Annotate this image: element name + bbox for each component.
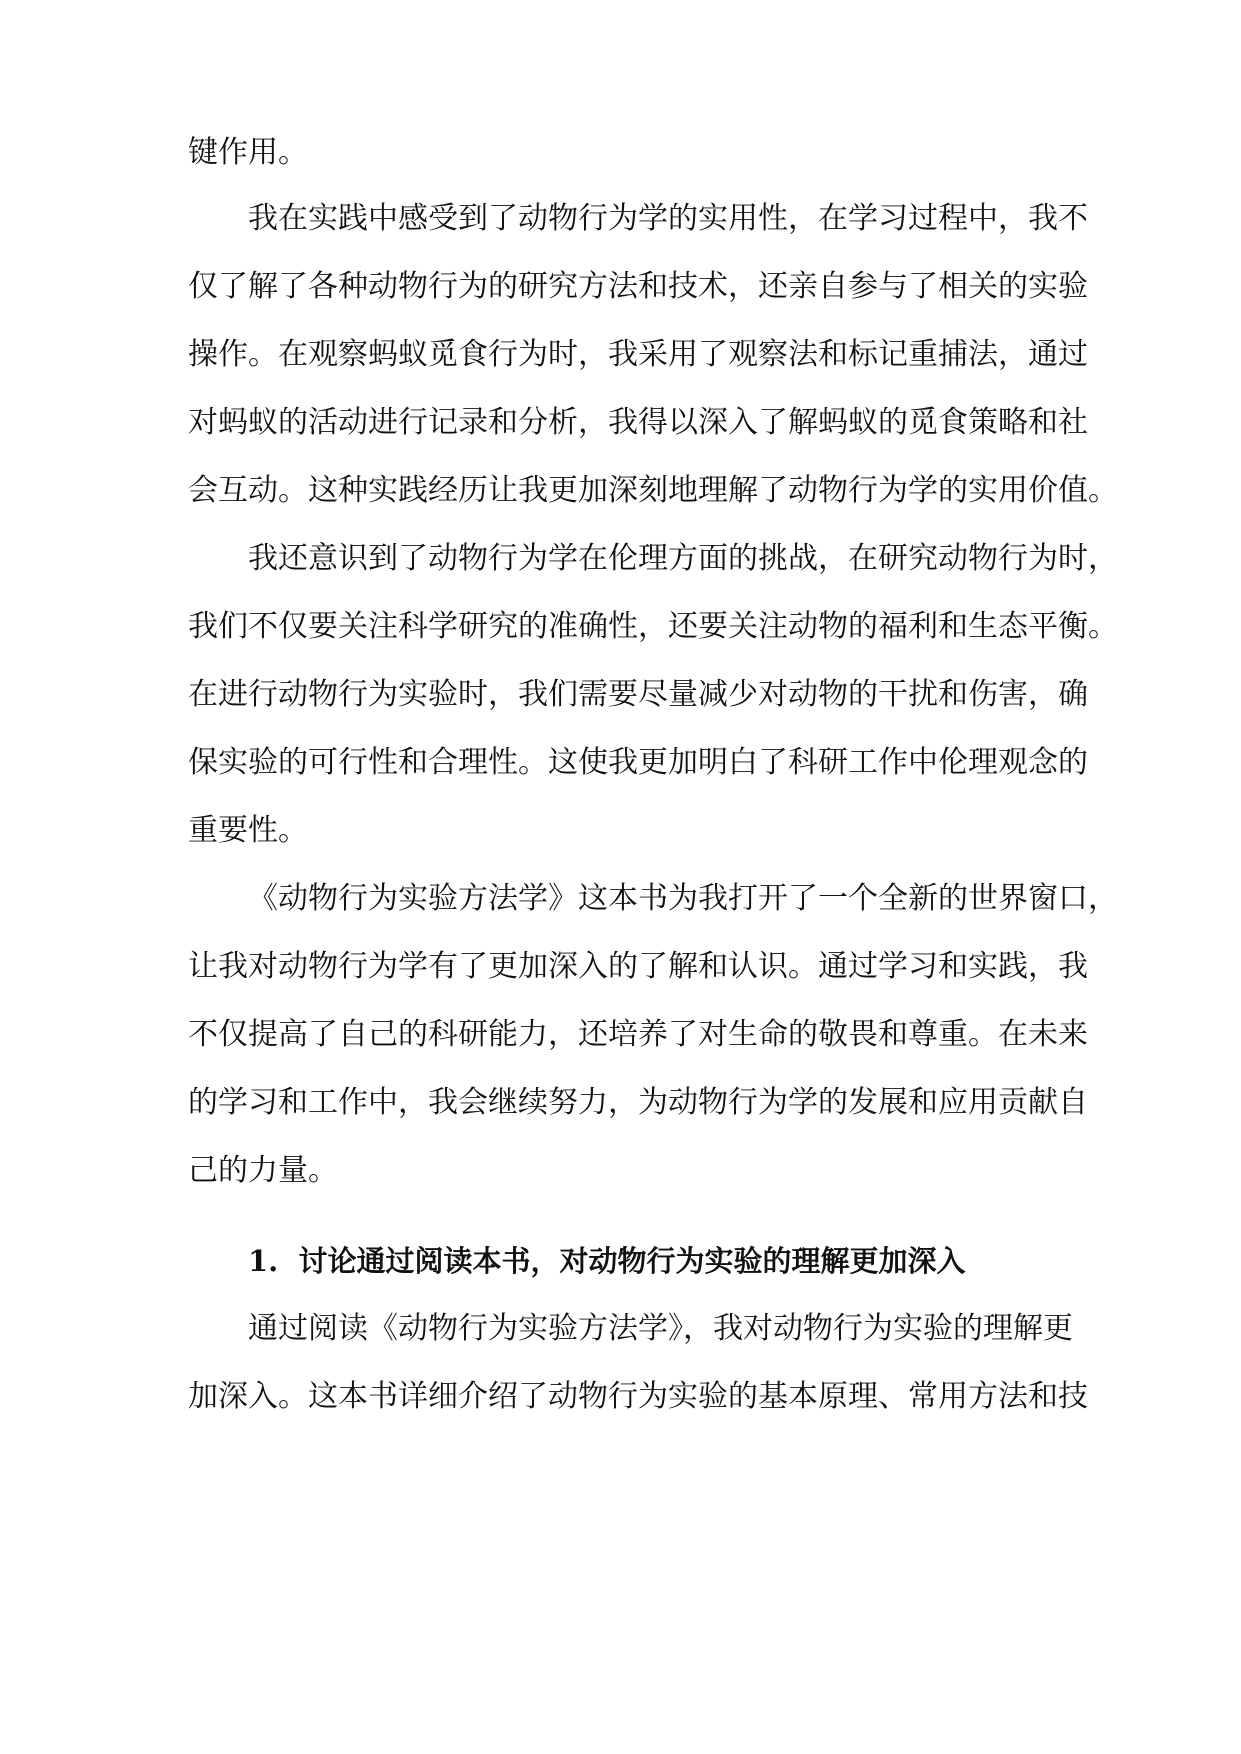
paragraph-line: 保实验的可行性和合理性。这使我更加明白了科研工作中伦理观念的 — [188, 745, 1088, 780]
paragraph-line: 的学习和工作中，我会继续努力，为动物行为学的发展和应用贡献自 — [188, 1085, 1088, 1120]
paragraph-line: 在进行动物行为实验时，我们需要尽量减少对动物的干扰和伤害，确 — [188, 677, 1088, 712]
section-heading-number: 1. — [248, 1244, 279, 1278]
paragraph-line: 仅了解了各种动物行为的研究方法和技术，还亲自参与了相关的实验 — [188, 269, 1088, 304]
paragraph-line: 加深入。这本书详细介绍了动物行为实验的基本原理、常用方法和技 — [188, 1379, 1088, 1414]
paragraph-line: 对蚂蚁的活动进行记录和分析，我得以深入了解蚂蚁的觅食策略和社 — [188, 405, 1088, 440]
paragraph-line: 不仅提高了自己的科研能力，还培养了对生命的敬畏和尊重。在未来 — [188, 1017, 1088, 1052]
paragraph-line: 重要性。 — [188, 813, 308, 848]
section-heading-text: 讨论通过阅读本书，对动物行为实验的理解更加深入 — [298, 1244, 966, 1278]
paragraph-line: 让我对动物行为学有了更加深入的了解和认识。通过学习和实践，我 — [188, 949, 1088, 984]
paragraph-line: 我在实践中感受到了动物行为学的实用性，在学习过程中，我不 — [248, 201, 1088, 236]
paragraph-line: 我们不仅要关注科学研究的准确性，还要关注动物的福利和生态平衡。 — [188, 609, 1118, 644]
paragraph-line: 《动物行为实验方法学》这本书为我打开了一个全新的世界窗口， — [248, 881, 1118, 916]
paragraph-line: 我还意识到了动物行为学在伦理方面的挑战，在研究动物行为时， — [248, 541, 1118, 576]
paragraph-line: 通过阅读《动物行为实验方法学》，我对动物行为实验的理解更 — [248, 1311, 1073, 1346]
paragraph-line: 己的力量。 — [188, 1153, 338, 1188]
paragraph-line: 键作用。 — [188, 135, 308, 170]
paragraph-line: 会互动。这种实践经历让我更加深刻地理解了动物行为学的实用价值。 — [188, 473, 1118, 508]
paragraph-line: 操作。在观察蚂蚁觅食行为时，我采用了观察法和标记重捕法，通过 — [188, 337, 1088, 372]
section-heading — [248, 1242, 966, 1280]
